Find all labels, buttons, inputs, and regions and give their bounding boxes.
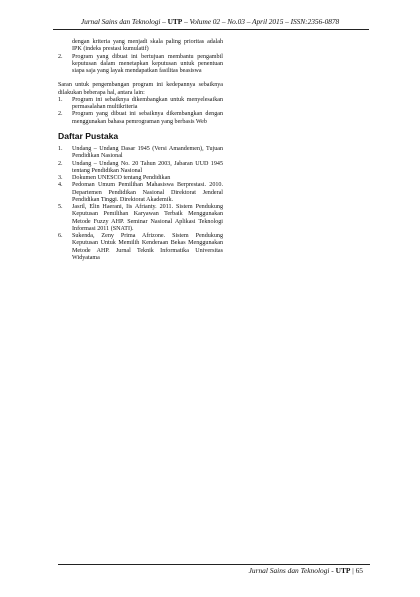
reference-text: Undang – Undang Dasar 1945 (Versi Amandemen), Tujuan Pendidikan Nasional: [72, 146, 223, 160]
reference-number: 5.: [58, 204, 63, 210]
header-utp: UTP: [167, 17, 183, 26]
reference-text: Jasril, Elin Haerani, Iis Afrianty. 2011. Sistem Pendukung Keputusan Pemilihan Karyawan Terbaik Menggunakan Metode Fuzzy AHP. Seminar Nasional Aplikasi Teknologi Informasi 2011 (SNATI).: [72, 204, 223, 232]
list-number: 2.: [58, 53, 63, 60]
reference-text: Undang – Undang No. 20 Tahun 2003, Jabaran UUD 1945 tentang Pendidikan Nasional: [72, 160, 223, 174]
continuation-text: dengan kriteria yang menjadi skala paling prioritas adalah IPK (indeks prestasi kumulatif): [72, 39, 223, 53]
header-separator: –: [182, 17, 190, 26]
list-number: 1.: [58, 96, 63, 103]
reference-number: 6.: [58, 233, 63, 239]
text-column: [58, 39, 223, 262]
header-volume-issn: Volume 02 – No.03 – April 2015 – ISSN:2356-0878: [189, 17, 340, 26]
reference-item: [58, 233, 223, 262]
reference-number: 3.: [58, 175, 63, 181]
reference-number: 2.: [58, 160, 63, 167]
reference-text: Sukenda, Zeny Prima Afrizone. Sistem Pendukung Keputusan Untuk Memilih Kenderaan Bekas Menggunakan Metode AHP. Jurnal Teknik Informatika Universitas Widyatama: [72, 233, 223, 261]
reference-text: Dokumen UNESCO tentang Pendidikan: [72, 175, 171, 181]
header-separator: –: [160, 17, 168, 26]
conclusion-list: [58, 54, 223, 76]
reference-item: [58, 204, 223, 233]
list-item: [58, 97, 223, 112]
references-heading: Daftar Pustaka: [58, 130, 119, 141]
list-item: [58, 54, 223, 76]
reference-item: [58, 182, 223, 204]
list-text: Program yang dibuat ini sebaiknya dikembangkan dengan menggunakan bahasa pemrograman yang berbasis Web: [72, 111, 223, 125]
saran-list: [58, 97, 223, 126]
footer-journal-name: Jurnal Sains dan Teknologi: [248, 566, 330, 575]
reference-text: Pedoman Umum Pemilihan Mahasiswa Berprestasi. 2010. Departemen Pendidikan Nasional Direktorat Jenderal Pendidikan Tinggi. Direktorat Akademik.: [72, 182, 223, 203]
page-number: 65: [355, 566, 363, 575]
footer-rule: [58, 564, 370, 565]
running-header: [54, 17, 366, 26]
reference-item: [58, 146, 223, 161]
list-text: Program ini sebaiknya dikembangkan untuk menyelesaikan permasalahan multikriteria: [72, 96, 223, 110]
reference-item: [58, 161, 223, 176]
reference-number: 4.: [58, 182, 63, 189]
list-text: Program yang dibuat ini bertujuan membantu pengambil keputusan dalam menetapkan keputusan untuk penentuan siapa saja yang layak mendapatkan fasilitas beasiswa: [72, 53, 223, 74]
list-number: 2.: [58, 111, 63, 118]
header-journal-name: Jurnal Sains dan Teknologi: [80, 17, 161, 26]
footer-separator: |: [350, 566, 356, 575]
reference-number: 1.: [58, 146, 63, 152]
list-item: [58, 111, 223, 126]
header-rule: [53, 29, 369, 30]
saran-intro: Saran untuk pengembangan program ini kedepannya sebaiknya dilakukan beberapa hal, antara lain:: [58, 82, 223, 96]
reference-item: [58, 175, 223, 182]
references-list: [58, 146, 223, 262]
running-footer: [249, 566, 363, 575]
footer-utp: UTP: [335, 566, 351, 575]
footer-dash: -: [329, 566, 336, 575]
